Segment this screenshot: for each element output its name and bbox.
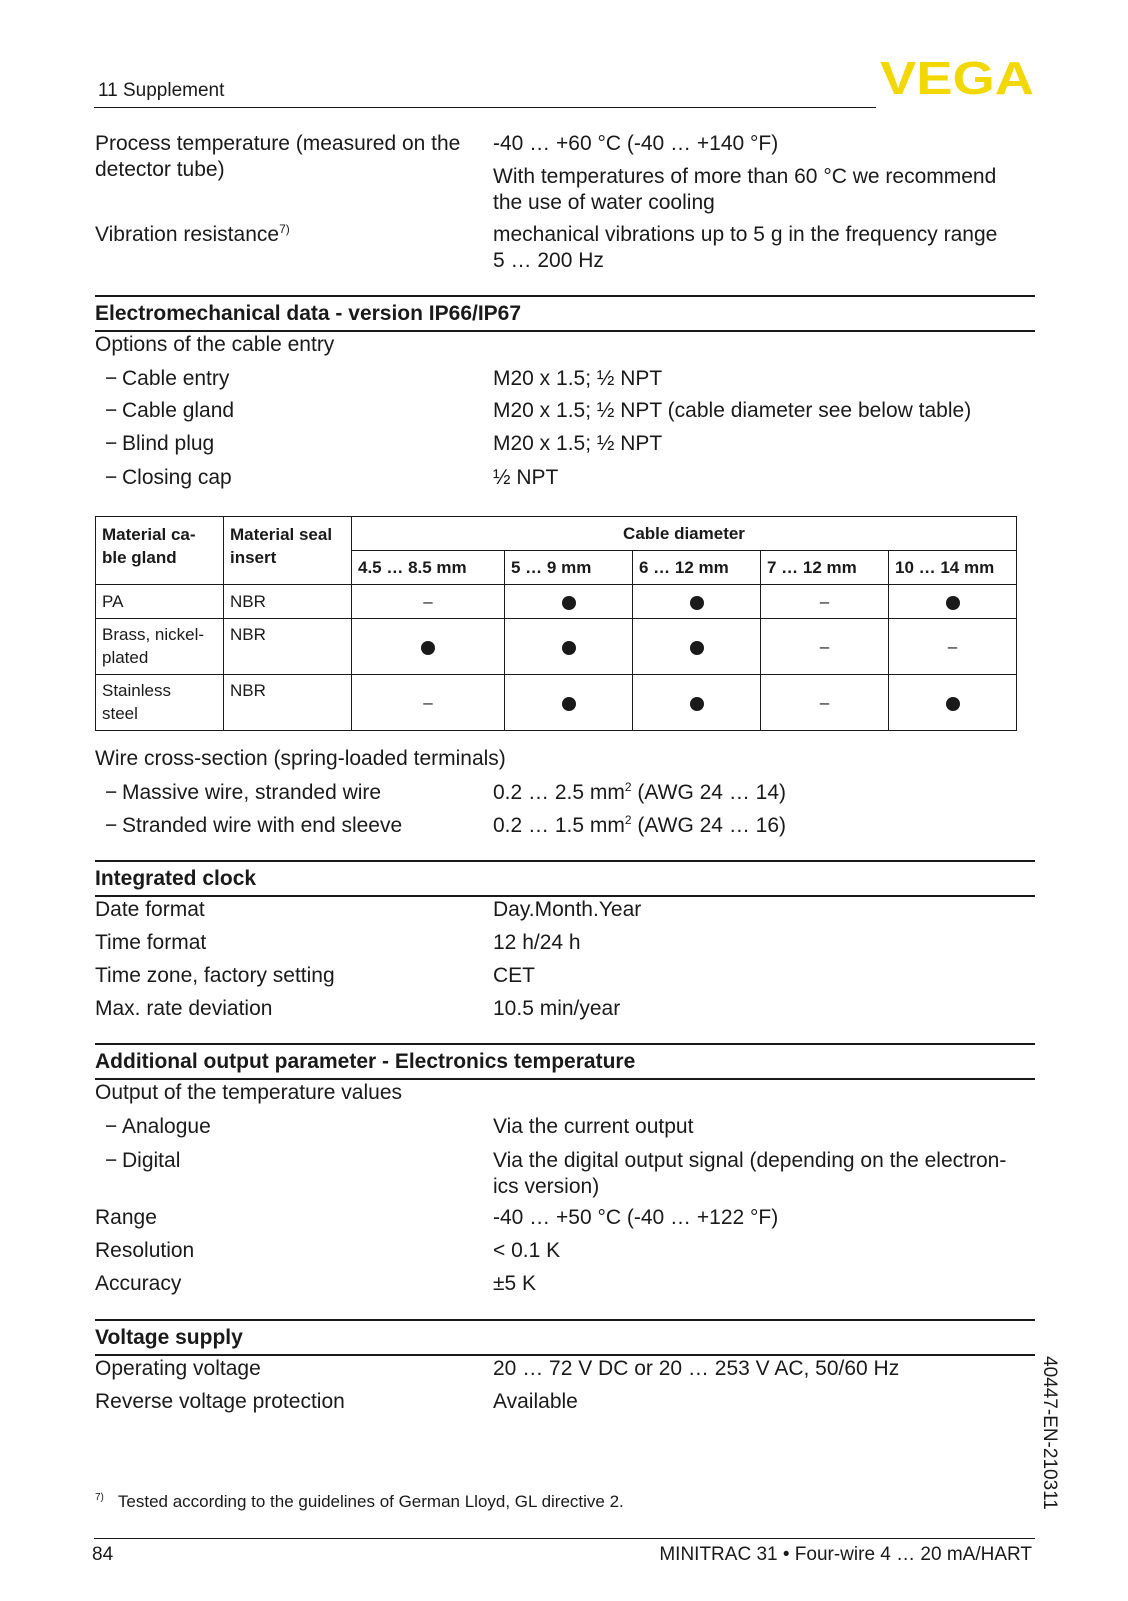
document-title: MINITRAC 31 • Four-wire 4 … 20 mA/HART [659, 1544, 1032, 1565]
spec-value: 20 … 72 V DC or 20 … 253 V AC, 50/60 Hz [493, 1357, 900, 1380]
column-header-diameter: 6 … 12 mm [633, 551, 761, 585]
column-header-diameter: 10 … 14 mm [889, 551, 1017, 585]
header-line: Material seal [230, 525, 333, 544]
footer-rule [94, 1538, 1035, 1539]
spec-value: -40 … +50 °C (-40 … +122 °F) [493, 1206, 779, 1229]
spec-value [493, 1148, 1033, 1200]
spec-label: − Blind plug [105, 431, 485, 457]
mark-cell [761, 585, 889, 619]
availability-mark [562, 697, 576, 711]
material-line: steel [102, 704, 138, 723]
value-text: 0.2 … 2.5 mm [493, 781, 625, 804]
spec-label: Process temperature (measured on the detector tube) [95, 132, 461, 181]
section-title: Integrated clock [95, 867, 257, 890]
spec-value: CET [493, 964, 535, 987]
spec-label: Time format [95, 931, 207, 954]
mark-cell [352, 585, 505, 619]
value-text: (AWG 24 … 14) [631, 781, 787, 804]
seal-cell: NBR [224, 585, 352, 619]
availability-mark [946, 697, 960, 711]
section-title: Voltage supply [95, 1326, 243, 1349]
spec-label: − Digital [105, 1148, 485, 1174]
column-header-material [96, 517, 224, 585]
availability-mark [946, 596, 960, 610]
section-output-parameter [95, 1043, 1035, 1080]
seal-cell: NBR [224, 619, 352, 675]
spec-label-text: Vibration resistance [95, 223, 280, 246]
spec-value [493, 131, 1033, 216]
spec-value-line: -40 … +60 °C (-40 … +140 °F) [493, 132, 779, 155]
spec-row-vibration [95, 222, 1035, 274]
spec-value: 12 h/24 h [493, 931, 581, 954]
document-id: 40447-EN-210311 [1039, 1356, 1060, 1510]
value-superscript: 2 [624, 813, 632, 827]
table-row [96, 585, 1017, 619]
material-cell: PA [96, 585, 224, 619]
spec-label: Reverse voltage protection [95, 1390, 345, 1413]
spec-label: Max. rate deviation [95, 997, 273, 1020]
footnote-mark: 7) [95, 1492, 104, 1504]
value-line: ics version) [493, 1175, 600, 1198]
spec-value: 10.5 min/year [493, 997, 621, 1020]
spec-row-process-temperature [95, 131, 1035, 214]
spec-label: Resolution [95, 1239, 195, 1262]
availability-mark [421, 641, 435, 655]
value-text: 0.2 … 1.5 mm [493, 814, 625, 837]
availability-mark: – [423, 592, 433, 611]
spec-value: Via the current output [493, 1115, 694, 1138]
mark-cell [889, 619, 1017, 675]
mark-cell [633, 585, 761, 619]
availability-mark [562, 596, 576, 610]
footnote-ref: 7) [279, 222, 290, 236]
mark-cell [761, 675, 889, 731]
spec-label: Date format [95, 898, 205, 921]
seal-cell: NBR [224, 675, 352, 731]
section-voltage-supply [95, 1319, 1035, 1356]
footnote-text: Tested according to the guidelines of German Lloyd, GL directive 2. [117, 1492, 624, 1511]
section-header: 11 Supplement [98, 80, 225, 101]
spec-label: Accuracy [95, 1272, 182, 1295]
mark-cell [889, 585, 1017, 619]
section-electromechanical [95, 295, 1035, 332]
spec-label: Options of the cable entry [95, 333, 335, 356]
availability-mark: – [819, 637, 830, 656]
spec-value: < 0.1 K [493, 1239, 561, 1262]
availability-mark: – [423, 693, 433, 712]
spec-label [95, 222, 475, 248]
spec-label: − Cable gland [105, 398, 485, 424]
spec-value: Day.Month.Year [493, 898, 642, 921]
spec-label: Output of the temperature values [95, 1081, 403, 1104]
spec-value: M20 x 1.5; ½ NPT (cable diameter see below table) [493, 399, 972, 422]
header-line: insert [230, 548, 277, 567]
spec-value [493, 780, 1033, 806]
availability-mark [690, 641, 704, 655]
spec-label: Time zone, factory setting [95, 964, 335, 987]
spec-value: M20 x 1.5; ½ NPT [493, 432, 663, 455]
availability-mark [562, 641, 576, 655]
section-title: Electromechanical data - version IP66/IP67 [95, 302, 522, 325]
mark-cell [352, 675, 505, 731]
availability-mark [690, 596, 704, 610]
mark-cell [352, 619, 505, 675]
spec-value: ±5 K [493, 1272, 537, 1295]
column-header-diameter: 4.5 … 8.5 mm [352, 551, 505, 585]
table-row [96, 619, 1017, 675]
material-line: plated [102, 648, 149, 667]
material-cell [96, 619, 224, 675]
spec-value: M20 x 1.5; ½ NPT [493, 367, 663, 390]
spec-label: − Cable entry [105, 366, 485, 392]
column-header-diameter: 5 … 9 mm [505, 551, 633, 585]
spec-label: − Closing cap [105, 465, 485, 491]
spec-value [493, 813, 1033, 839]
spec-label: − Massive wire, stranded wire [105, 780, 485, 806]
mark-cell [761, 619, 889, 675]
section-integrated-clock [95, 860, 1035, 897]
table-row [96, 675, 1017, 731]
mark-cell [505, 619, 633, 675]
mark-cell [889, 675, 1017, 731]
vega-logo [880, 58, 1036, 98]
footnote [95, 1492, 624, 1512]
spec-label: − Analogue [105, 1114, 485, 1140]
spec-label: Operating voltage [95, 1357, 261, 1380]
material-line: Stainless [102, 681, 171, 700]
material-cell [96, 675, 224, 731]
spec-label: Wire cross-section (spring-loaded terminals) [95, 747, 506, 770]
availability-mark: – [947, 637, 958, 656]
spec-value-note: With temperatures of more than 60 °C we recommend the use of water cooling [493, 165, 997, 214]
logo-text: VEGA [880, 58, 1034, 98]
column-header-seal [224, 517, 352, 585]
value-line: Via the digital output signal (depending on the electron- [493, 1149, 1007, 1172]
mark-cell [633, 619, 761, 675]
mark-cell [633, 675, 761, 731]
header-line: ble gland [102, 548, 177, 567]
availability-mark: – [819, 592, 830, 611]
spec-label: Range [95, 1206, 157, 1229]
mark-cell [505, 675, 633, 731]
column-group-cable-diameter: Cable diameter [352, 517, 1017, 551]
material-line: Brass, nickel- [102, 625, 205, 644]
mark-cell [505, 585, 633, 619]
availability-mark [690, 697, 704, 711]
availability-mark: – [819, 693, 830, 712]
cable-gland-table [95, 516, 1017, 731]
column-header-diameter: 7 … 12 mm [761, 551, 889, 585]
spec-value: Available [493, 1390, 578, 1413]
header-line: Material ca- [102, 525, 196, 544]
spec-value: ½ NPT [493, 466, 559, 489]
value-text: (AWG 24 … 16) [631, 814, 787, 837]
spec-label: − Stranded wire with end sleeve [105, 813, 485, 839]
value-superscript: 2 [624, 780, 632, 794]
spec-value: mechanical vibrations up to 5 g in the frequency range 5 … 200 Hz [493, 223, 998, 272]
section-title: Additional output parameter - Electronics temperature [95, 1050, 636, 1073]
header-rule [94, 107, 876, 108]
page-number: 84 [92, 1544, 114, 1565]
